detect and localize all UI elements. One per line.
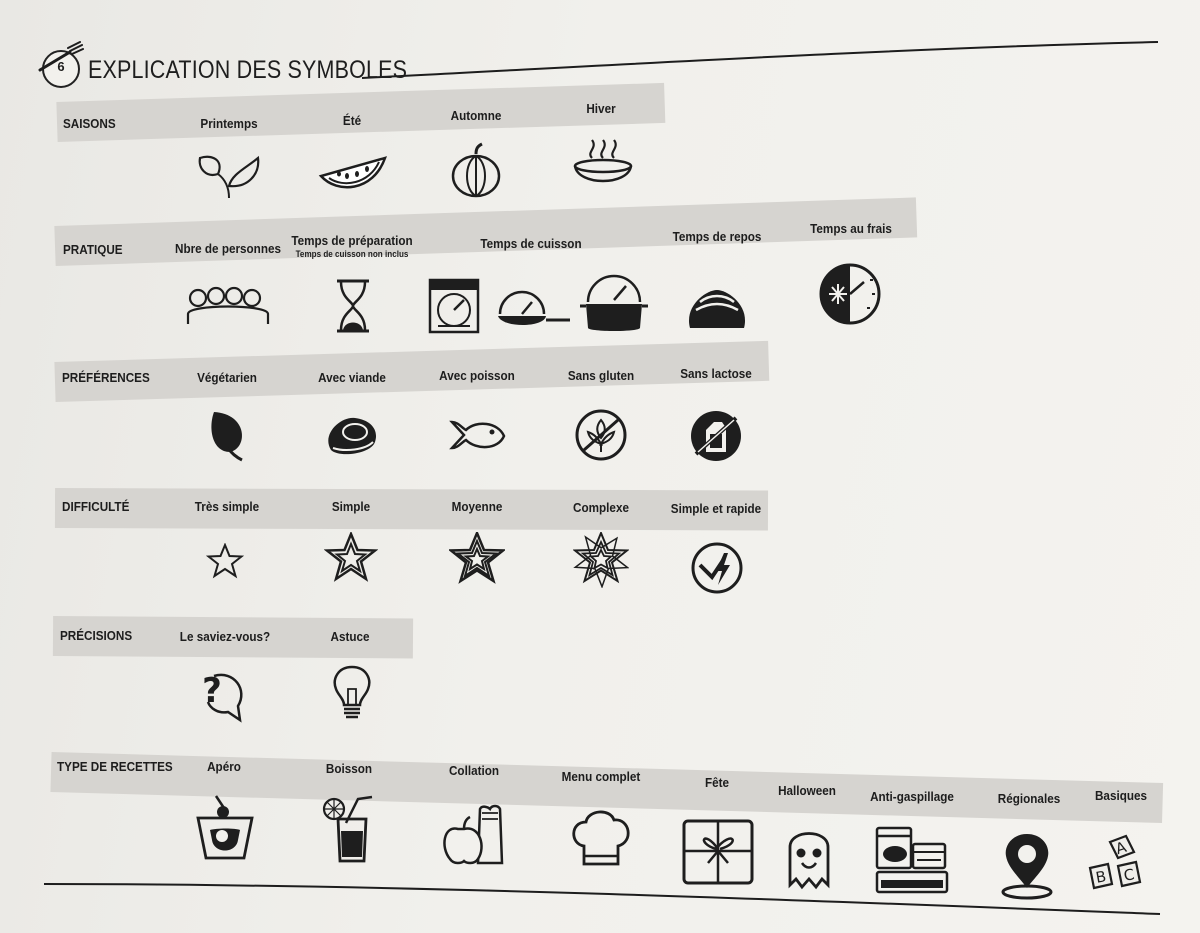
leaf-sprout-icon: [196, 152, 262, 200]
label-automne: Automne: [450, 108, 502, 123]
leaf-icon: [208, 408, 248, 462]
star-3-icon: [449, 532, 505, 588]
hourglass-icon: [333, 278, 373, 334]
label-basiques: Basiques: [1094, 788, 1148, 803]
section-title-pratique: PRATIQUE: [63, 242, 123, 257]
fork-icon: [34, 40, 84, 80]
label-avec-poisson: Avec poisson: [439, 368, 515, 383]
people-icon: [186, 286, 270, 326]
label-astuce: Astuce: [330, 629, 370, 644]
containers-icon: [875, 824, 949, 898]
snack-icon: [442, 803, 508, 867]
label-collation: Collation: [448, 763, 500, 778]
svg-text:B: B: [1094, 867, 1108, 887]
label-temps-preparation-note: Temps de cuisson non inclus: [295, 249, 409, 259]
bread-icon: [686, 284, 748, 330]
chef-hat-icon: [570, 808, 632, 872]
svg-text:?: ?: [202, 671, 222, 711]
soup-bowl-icon: [572, 138, 634, 194]
ghost-icon: [786, 825, 832, 891]
section-title-preferences: PRÉFÉRENCES: [62, 370, 150, 385]
pot-timer-icon: [580, 270, 648, 334]
watermelon-icon: [317, 152, 389, 196]
label-boisson: Boisson: [325, 761, 373, 776]
label-nbre-personnes: Nbre de personnes: [175, 241, 281, 256]
label-hiver: Hiver: [586, 101, 616, 116]
label-avec-viande: Avec viande: [318, 370, 386, 385]
oven-icon: [428, 278, 480, 334]
section-title-difficulte: DIFFICULTÉ: [62, 499, 130, 514]
svg-text:A: A: [1113, 837, 1129, 859]
label-simple-rapide: Simple et rapide: [670, 501, 762, 516]
pumpkin-icon: [450, 142, 502, 198]
label-le-saviez-vous: Le saviez-vous?: [179, 629, 271, 644]
band-difficulte: [55, 488, 768, 530]
no-lactose-icon: [688, 408, 744, 464]
label-apero: Apéro: [207, 759, 241, 774]
label-temps-preparation: Temps de préparation: [291, 233, 413, 248]
page-number: 6: [57, 59, 65, 74]
abc-blocks-icon: [1088, 832, 1152, 898]
svg-text:C: C: [1122, 865, 1136, 885]
pan-timer-icon: [496, 290, 572, 334]
section-title-precisions: PRÉCISIONS: [60, 628, 133, 643]
fish-icon: [448, 416, 506, 454]
steak-icon: [325, 414, 379, 456]
label-printemps: Printemps: [200, 116, 258, 131]
label-temps-frais: Temps au frais: [810, 221, 892, 236]
question-bubble-icon: [198, 668, 246, 724]
fridge-timer-icon: [818, 262, 882, 326]
star-4-icon: [573, 532, 629, 588]
label-anti-gaspillage: Anti-gaspillage: [870, 789, 954, 804]
section-title-type-recettes: TYPE DE RECETTES: [57, 759, 173, 774]
band-preferences: [54, 341, 769, 402]
label-regionales: Régionales: [997, 791, 1061, 806]
label-sans-gluten: Sans gluten: [567, 368, 635, 383]
label-complexe: Complexe: [573, 500, 629, 515]
label-menu-complet: Menu complet: [561, 769, 641, 784]
label-moyenne: Moyenne: [451, 499, 503, 514]
location-pin-icon: [998, 832, 1056, 900]
page-title: EXPLICATION DES SYMBOLES: [88, 56, 408, 84]
label-fete: Fête: [704, 775, 730, 790]
lightbulb-icon: [332, 665, 372, 723]
label-temps-repos: Temps de repos: [672, 229, 762, 244]
label-tres-simple: Très simple: [194, 499, 260, 514]
star-1-icon: [206, 543, 244, 579]
section-title-saisons: SAISONS: [63, 116, 116, 131]
star-2-icon: [324, 532, 378, 586]
drink-icon: [322, 795, 378, 865]
no-gluten-icon: [574, 408, 628, 462]
label-simple: Simple: [331, 499, 371, 514]
footer-rule: [44, 884, 1160, 914]
label-ete: Été: [342, 113, 362, 128]
label-halloween: Halloween: [778, 783, 836, 798]
label-vegetarien: Végétarien: [197, 370, 257, 385]
quick-icon: [690, 541, 744, 595]
cocktail-icon: [196, 794, 254, 862]
label-temps-cuisson: Temps de cuisson: [480, 236, 582, 251]
label-sans-lactose: Sans lactose: [680, 366, 752, 381]
gift-icon: [682, 819, 754, 885]
